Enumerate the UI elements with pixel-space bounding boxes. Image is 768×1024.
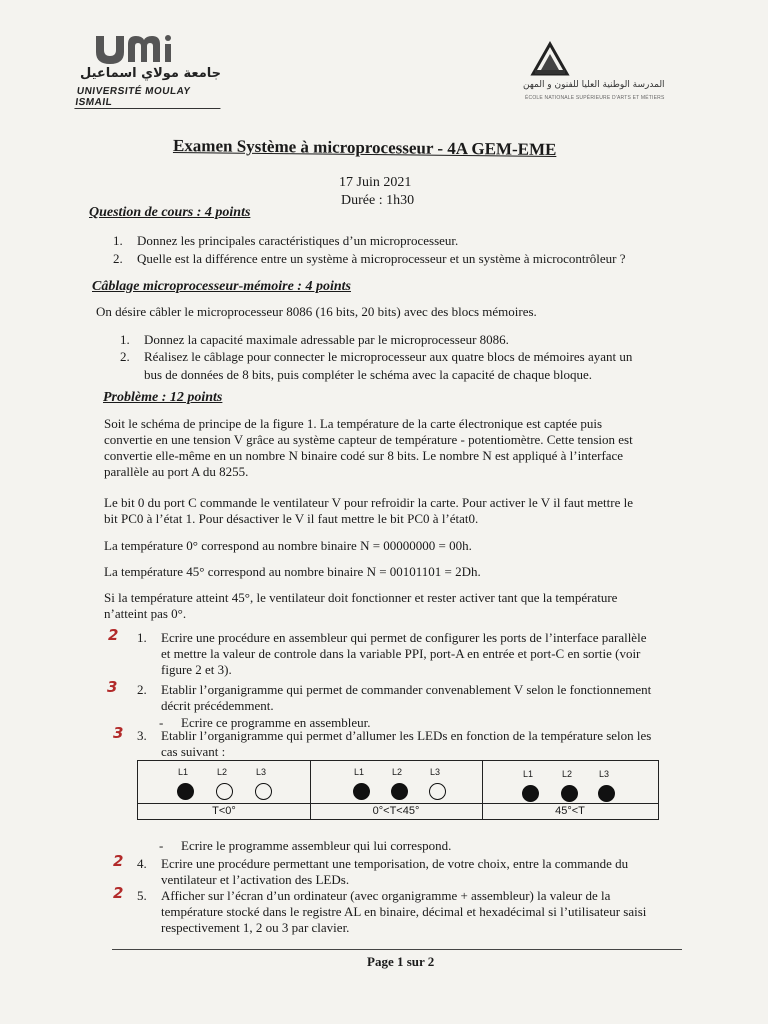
led-indicator (255, 783, 272, 800)
condition-label: T<0° (212, 805, 236, 817)
paragraph-line: Le bit 0 du port C commande le ventilateur V pour refroidir la carte. Pour activer le V il faut mettre le (104, 495, 633, 510)
led-indicator (177, 783, 194, 800)
grading-mark: 2 (108, 626, 119, 644)
list-item: 1. Ecrire une procédure en assembleur qui permet de configurer les ports de l’interface parallèle (137, 630, 647, 645)
page-number: Page 1 sur 2 (367, 954, 435, 969)
led-indicator (598, 785, 615, 802)
led-indicator (216, 783, 233, 800)
list-item-continuation: ventilateur et l’activation des LEDs. (161, 872, 350, 887)
grading-mark: 3 (107, 678, 118, 696)
led-label: L2 (392, 767, 403, 777)
condition-label: 0°<T<45° (372, 805, 420, 817)
led-indicator (429, 783, 446, 800)
list-item: 2. Quelle est la différence entre un système à microprocesseur et un système à microcontrôleur ? (113, 251, 626, 266)
university-name: UNIVERSITÉ MOULAY ISMAIL (74, 86, 223, 109)
list-item: 3. Etablir l’organigramme qui permet d’allumer les LEDs en fonction de la température selon les (137, 728, 652, 743)
led-label: L1 (178, 767, 189, 777)
sub-item: - Ecrire ce programme en assembleur. (159, 715, 371, 730)
paragraph-line: convertie elle-même en un nombre N binaire codé sur 8 bits. Le nombre N est appliqué à l’interface (104, 448, 624, 463)
list-item: 2. Etablir l’organigramme qui permet de commander convenablement V selon le fonctionnement (137, 682, 652, 697)
list-item: 5. Afficher sur l’écran d’un ordinateur (avec organigramme + assembleur) la valeur de la (137, 888, 611, 903)
led-label: L3 (599, 769, 610, 779)
sub-item: - Ecrire le programme assembleur qui lui correspond. (159, 838, 452, 853)
grading-mark: 2 (113, 884, 124, 902)
led-indicator (522, 785, 539, 802)
list-item-continuation: et mettre la valeur de controle dans la variable PPI, port-A en entrée et port-C en sortie (voir (161, 646, 641, 661)
exam-duration: Durée : 1h30 (341, 193, 415, 208)
university-logo (72, 30, 222, 110)
led-case (138, 761, 311, 819)
paragraph-line: n’atteint pas 0°. (104, 606, 187, 621)
section-heading-problem: Problème : 12 points (103, 390, 223, 405)
grading-mark: 3 (113, 724, 124, 742)
led-table (137, 760, 659, 820)
exam-date: 17 Juin 2021 (339, 175, 412, 190)
grading-mark: 2 (113, 852, 124, 870)
ensam-logo-mark (525, 40, 575, 78)
led-label: L3 (256, 767, 267, 777)
section-heading-questions: Question de cours : 4 points (89, 205, 251, 220)
led-indicator (391, 783, 408, 800)
led-indicator (561, 785, 578, 802)
led-label: L1 (354, 767, 365, 777)
paragraph-line: convertie en une tension V grâce au système capteur de température - potentiomètre. Cette tension est (104, 432, 633, 447)
ensam-logo (515, 40, 675, 110)
list-item: 1. Donnez la capacité maximale adressable par le microprocesseur 8086. (120, 332, 509, 347)
school-name: ÉCOLE NATIONALE SUPÉRIEURE D'ARTS ET MÉTIERS (525, 95, 665, 101)
list-item-continuation: décrit précédemment. (161, 698, 274, 713)
paragraph-line: Si la température atteint 45°, le ventilateur doit fonctionner et rester activer tant que la température (104, 590, 618, 605)
led-indicator (353, 783, 370, 800)
section-heading-wiring: Câblage microprocesseur-mémoire : 4 points (92, 279, 351, 294)
umi-logo-mark (92, 32, 172, 64)
paragraph-line: La température 45° correspond au nombre binaire N = 00101101 = 2Dh. (104, 564, 481, 579)
led-case (482, 761, 658, 819)
led-label: L2 (562, 769, 573, 779)
list-item: 4. Ecrire une procédure permettant une temporisation, de votre choix, entre la commande du (137, 856, 629, 871)
list-item-continuation: température stocké dans le registre AL en binaire, décimal et hexadécimal si l’utilisateur saisi (161, 904, 647, 919)
paragraph-line: bit PC0 à l’état 1. Pour désactiver le V il faut mettre le bit PC0 à l’état0. (104, 511, 479, 526)
list-item: 2. Réalisez le câblage pour connecter le microprocesseur aux quatre blocs de mémoires ayant un (120, 349, 633, 364)
led-label: L2 (217, 767, 228, 777)
led-label: L1 (523, 769, 534, 779)
exam-title: Examen Système à microprocesseur - 4A GEM-EME (172, 135, 557, 160)
list-item: 1. Donnez les principales caractéristiques d’un microprocesseur. (113, 233, 459, 248)
led-case (310, 761, 483, 819)
list-item-continuation: cas suivant : (161, 744, 226, 759)
list-item-continuation: bus de données de 8 bits, puis compléter le schéma avec la capacité de chaque bloque. (144, 367, 592, 382)
university-name-arabic: جامعة مولاي اسماعيل (80, 66, 221, 81)
list-item-continuation: figure 2 et 3). (161, 662, 232, 677)
school-name-arabic: المدرسة الوطنية العليا للفنون و المهن (523, 80, 665, 90)
footer-divider (112, 949, 682, 950)
list-item-continuation: respectivement 1, 2 ou 3 par clavier. (161, 920, 350, 935)
paragraph-line: La température 0° correspond au nombre binaire N = 00000000 = 00h. (104, 538, 472, 553)
condition-label: 45°<T (555, 805, 585, 817)
paragraph-line: parallèle au port A du 8255. (104, 464, 249, 479)
paragraph-line: Soit le schéma de principe de la figure 1. La température de la carte électronique est captée puis (104, 416, 603, 431)
led-label: L3 (430, 767, 441, 777)
section-intro: On désire câbler le microprocesseur 8086 (16 bits, 20 bits) avec des blocs mémoires. (96, 304, 537, 319)
